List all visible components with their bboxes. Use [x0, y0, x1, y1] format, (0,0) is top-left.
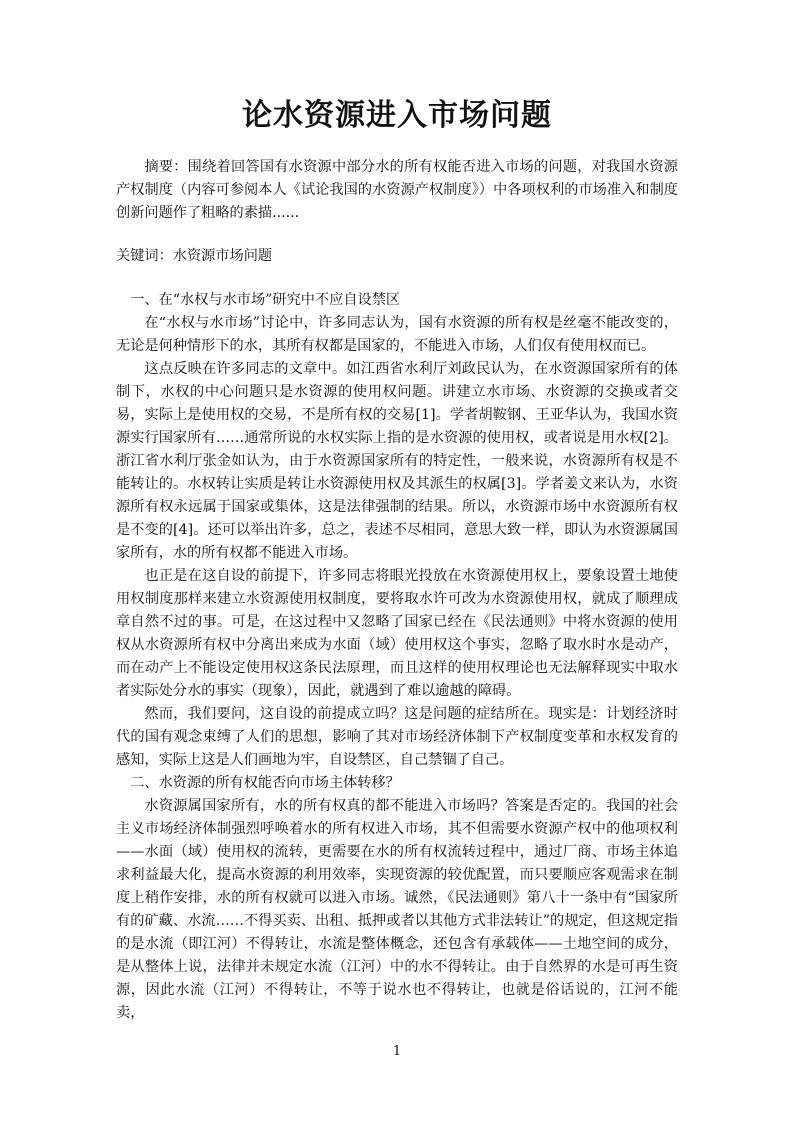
page-number: 1: [392, 1044, 402, 1059]
abstract: 摘要：围绕着回答国有水资源中部分水的所有权能否进入市场的问题，对我国水资源产权制度（内容可参阅本人《试论我国的水资源产权制度》）中各项权利的市场准入和制度创新问题作了粗略的素描......: [116, 159, 678, 221]
section-heading-1: 一、在“水权与水市场”研究中不应自设禁区: [130, 292, 401, 308]
document-title: 论水资源进入市场问题: [242, 98, 552, 133]
paragraph: 然而，我们要问，这自设的前提成立吗？这是问题的症结所在。现实是：计划经济时代的国有观念束缚了人们的思想，影响了其对市场经济体制下产权制度变革和水权发育的感知，实际上这是人们画地为牢，自设禁区，自己禁锢了自己。: [116, 706, 678, 768]
paragraph: 这点反映在许多同志的文章中。如江西省水利厅刘政民认为，在水资源国家所有的体制下，水权的中心问题只是水资源的使用权问题。讲建立水市场、水资源的交换或者交易，实际上是使用权的交易，不是所有权的交易[1]。学者胡鞍钢、王亚华认为，我国水资源实行国家所有……通常所说的水权实际上指的是水资源的使用权，或者说是用水权[2]。浙江省水利厅张金如认为，由于水资源国家所有的特定性，一般来说，水资源所有权是不能转让的。水权转让实质是转让水资源使用权及其派生的权属[3]。学者姜文来认为，水资源所有权永远属于国家或集体，这是法律强制的结果。所以，水资源市场中水资源所有权是不变的[4]。还可以举出许多，总之，表述不尽相同，意思大致一样，即认为水资源属国家所有，水的所有权都不能进入市场。: [116, 361, 678, 561]
keywords: 关键词：水资源市场问题: [116, 248, 273, 264]
paragraph: 在“水权与水市场”讨论中，许多同志认为，国有水资源的所有权是丝毫不能改变的，无论是何种情形下的水，其所有权都是国家的，不能进入市场，人们仅有使用权而已。: [116, 315, 678, 354]
paragraph: 水资源属国家所有，水的所有权真的都不能进入市场吗？答案是否定的。我国的社会主义市场经济体制强烈呼唤着水的所有权进入市场，其不但需要水资源产权中的他项权利——水面（域）使用权的流转，更需要在水的所有权流转过程中，通过厂商、市场主体追求利益最大化，提高水资源的利用效率，实现资源的较优配置，而只要顺应客观需求在制度上稍作安排，水的所有权就可以进入市场。诚然，《民法通则》第八十一条中有“国家所有的矿藏、水流……不得买卖、出租、抵押或者以其他方式非法转让”的规定，但这规定指的是水流（即江河）不得转让，水流是整体概念，还包含有承载体——土地空间的成分，是从整体上说，法律并未规定水流（江河）中的水不得转让。由于自然界的水是可再生资源，因此水流（江河）不得转让，不等于说水也不得转让，也就是俗话说的，江河不能卖，: [116, 798, 678, 1021]
section-heading-2: 二、水资源的所有权能否向市场主体转移？: [130, 775, 400, 791]
paragraph: 也正是在这自设的前提下，许多同志将眼光投放在水资源使用权上，要象设置土地使用权制度那样来建立水资源使用权制度，要将取水许可改为水资源使用权，就成了顺理成章自然不过的事。可是，在这过程中又忽略了国家已经在《民法通则》中将水资源的使用权从水资源所有权中分离出来成为水面（域）使用权这个事实，忽略了取水时水是动产，而在动产上不能设定使用权这条民法原理，而且这样的使用权理论也无法解释现实中取水者实际处分水的事实（现象），因此，就遇到了难以逾越的障碍。: [116, 568, 678, 699]
